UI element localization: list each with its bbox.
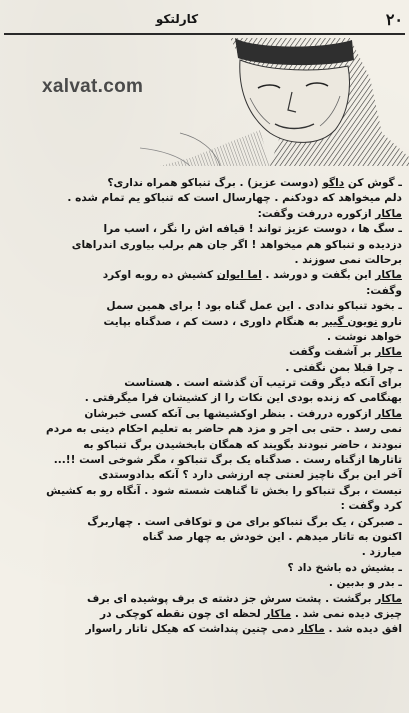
text-line: نارو نویون گییر به هنگام داوری ، دست کم ، صدگناه بپایت: [103, 315, 402, 328]
text-line: ماکار ازکوره دررفت وگفت:: [257, 207, 402, 220]
page-number: ٢٠: [385, 10, 403, 29]
text-line: اکنون به تاتار میدهم . این خودش به چهار صد گناه: [142, 530, 402, 543]
text-line: نیست ، برگ تنباکو را بخش تا گناهت شسته شود . آنگاه رو به کشیش: [46, 484, 402, 497]
text-line: ماکار بر آشفت وگفت: [289, 346, 402, 359]
text-line: میارزد .: [361, 546, 402, 559]
story-text: [8, 176, 402, 638]
text-line: تاتارها ازگناه رست . صدگناه یک برگ تنباکو ، مگر شوخی است !!...: [53, 454, 402, 467]
watermark-text: xalvat.com: [42, 76, 144, 97]
text-line: نبودند ، حاضر نبودند بگویند که همگان بابخشیدن برگ تنباکو به: [83, 438, 402, 451]
text-line: خواهد نوشت .: [326, 330, 402, 343]
text-line: دلم میخواهد که دودکنم . چهارسال است که تنباکو یم تمام شده .: [67, 192, 402, 205]
text-line: ماکار برگشت . پشت سرش جز دشته ی برف پوشیده ای برف: [86, 592, 402, 605]
text-line: ـ بشیش ده باشخ داد ؟: [287, 561, 402, 574]
text-line: ـ گوش کن داگو (دوست عزیز) . برگ تنباکو همراه نداری؟: [107, 177, 402, 189]
portrait-sketch-icon: [120, 38, 409, 166]
running-title: کارلتکو: [155, 12, 199, 26]
text-line: کرد وگفت :: [340, 500, 402, 513]
text-line: برای آنکه دیگر وقت ترتیب آن گذشته است . هستاست: [124, 377, 402, 390]
text-line: چیزی دیده نمی شد . ماکار لحظه ای چون نقطه کوچکی در: [100, 607, 402, 620]
text-line: ماکار ازکوره دررفت . بنظر اوکشیشها بی آنکه کسی خبرشان: [84, 407, 402, 420]
text-line: ـ صبرکن ، یک برگ تنباکو برای من و توکافی است . چهاربرگ: [87, 515, 402, 528]
text-line: ـ چرا قبلا بمن نگفتی .: [285, 361, 402, 374]
page-header: [0, 0, 409, 34]
text-line: نمی رسد . حتی بی اجر و مزد هم حاضر به تعلیم احکام دینی به مردم: [46, 423, 402, 436]
text-line: بهنگامی که زنده بودی این نکات را از کشیشان فرا میگرفتی .: [84, 392, 402, 405]
text-line: ـ سگ ها ، دوست عزیز تواند ! قیافه اش را نگر ، اسب مرا: [103, 223, 402, 236]
text-line: ـ بخود تنباکو ندادی . این عمل گناه بود ! برای همین سمل: [106, 300, 402, 313]
header-rule: [4, 33, 405, 35]
text-line: برحالت نمی سوزند .: [294, 253, 402, 266]
text-line: ـ بدر و بدبین .: [328, 577, 402, 590]
text-line: آخر این برگ ناچیز لعنتی چه ارزشی دارد ؟ آنکه بدادوستدی: [98, 469, 402, 482]
text-line: وگفت:: [366, 284, 402, 297]
text-line: ماکار این بگفت و دورشد . اما ایوان کشیش ده روبه اوکرد: [102, 269, 402, 282]
text-line: افق دیده شد . ماکار دمی چنین پنداشت که هیکل تاتار راسوار: [85, 623, 402, 636]
text-line: دزدیده و تنباکو هم میخواهد ! اگر جان هم برلب بیاوری اندراهای: [71, 238, 402, 251]
